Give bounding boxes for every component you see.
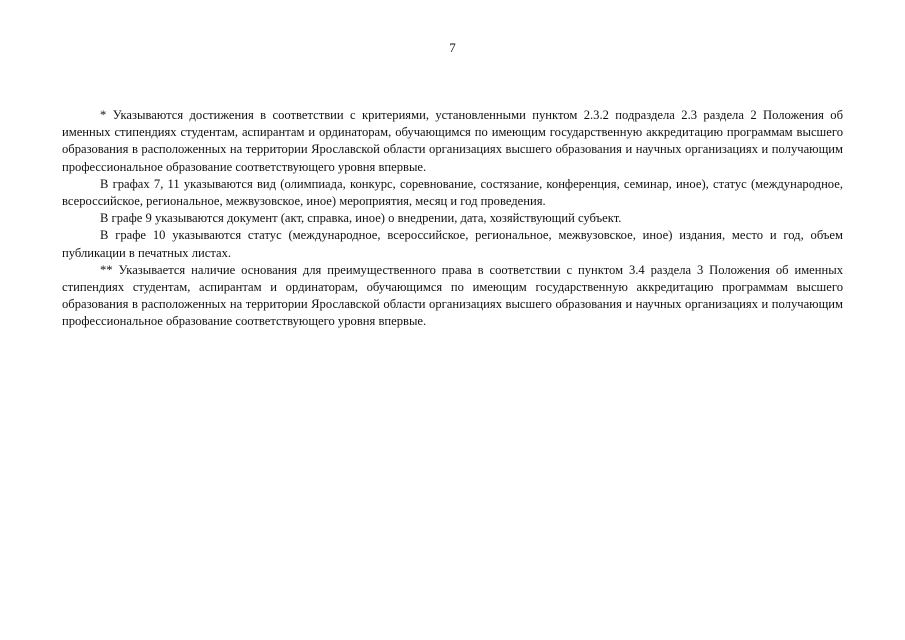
footnotes-block [62, 107, 843, 331]
note-column-9: В графе 9 указываются документ (акт, справка, иное) о внедрении, дата, хозяйствующий субъект. [100, 211, 622, 226]
note-column-10: В графе 10 указываются статус (международное, всероссийское, региональное, межвузовское, иное) издания, место и год, объем публикации в печатных листах. [62, 228, 843, 260]
footnote-achievements: * Указываются достижения в соответствии с критериями, установленными пунктом 2.3.2 подраздела 2.3 раздела 2 Положения об именных стипендиях студентам, аспирантам и ординаторам, обучающимся по имеющим государственную аккредитацию программам высшего образования в расположенных на территории Ярославской области организациях высшего образования и научных организациях и получающим профессиональное образование соответствующего уровня впервые. [62, 108, 843, 174]
page-number: 7 [449, 40, 456, 55]
note-columns-7-11: В графах 7, 11 указываются вид (олимпиада, конкурс, соревнование, состязание, конференция, семинар, иное), статус (международное, всероссийское, региональное, межвузовское, иное) мероприятия, месяц и год проведения. [62, 176, 843, 209]
footnote-preferential-right: ** Указывается наличие основания для преимущественного права в соответствии с пунктом 3.4 раздела 3 Положения об именных стипендиях студентам, аспирантам и ординаторам, обучающимся по имеющим государственную аккредитацию программам высшего образования в расположенных на территории Ярославской области организациях высшего образования и научных организациях и получающим профессиональное образование соответствующего уровня впервые. [62, 262, 843, 329]
